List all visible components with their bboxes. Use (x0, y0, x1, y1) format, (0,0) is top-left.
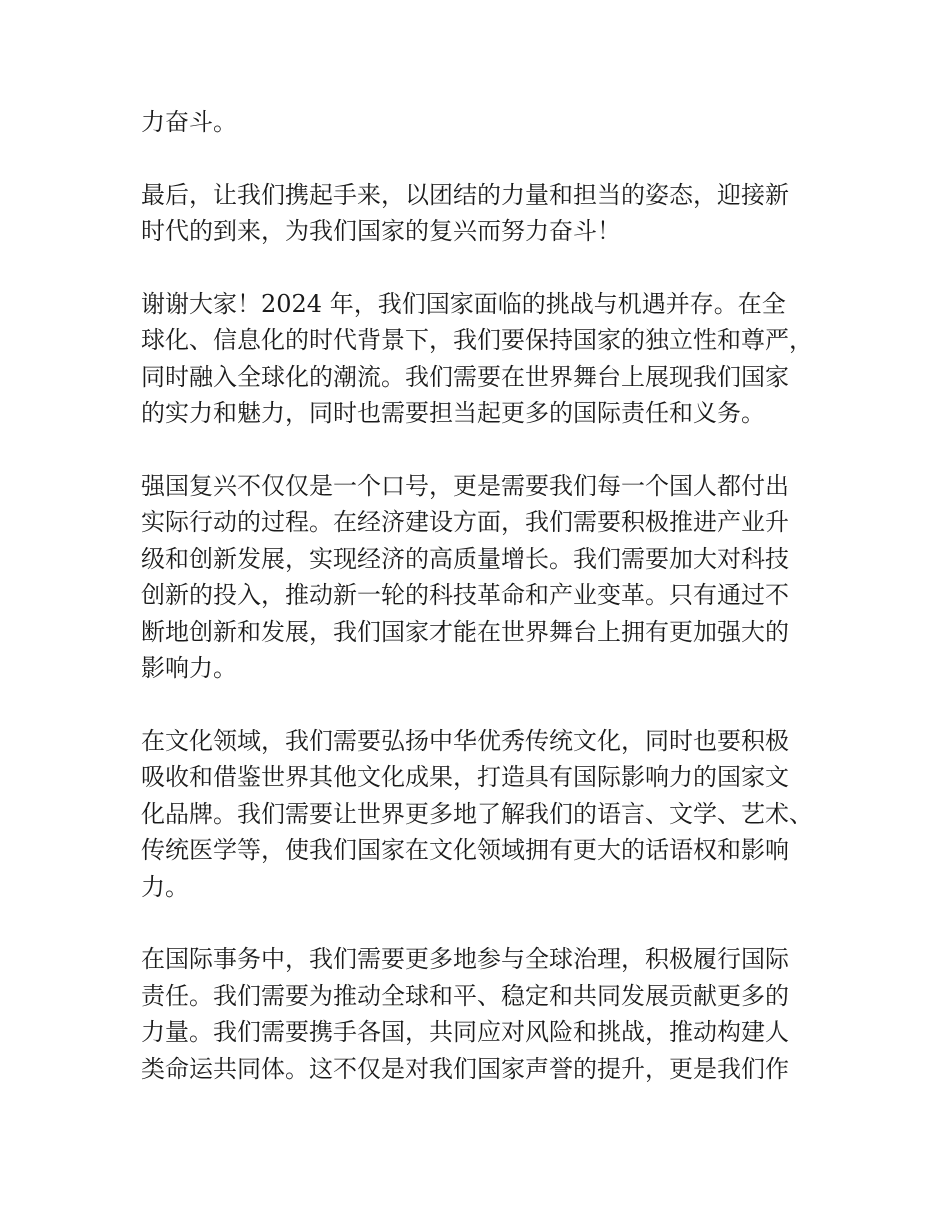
text-line: 力奋斗。 (141, 108, 237, 136)
paragraph-challenges (141, 286, 831, 432)
paragraph-economy (141, 468, 831, 687)
text-line: 级和创新发展，实现经济的高质量增长。我们需要加大对科技 (141, 544, 789, 573)
text-line: 类命运共同体。这不仅是对我们国家声誉的提升，更是我们作 (141, 1054, 789, 1083)
text-line: 化品牌。我们需要让世界更多地了解我们的语言、文学、艺术、 (141, 799, 813, 828)
text-line: 创新的投入，推动新一轮的科技革命和产业变革。只有通过不 (141, 581, 789, 609)
text-line: 责任。我们需要为推动全球和平、稳定和共同发展贡献更多的 (141, 981, 789, 1010)
text-line: 球化、信息化的时代背景下，我们要保持国家的独立性和尊严， (141, 326, 813, 354)
text-line: 的实力和魅力，同时也需要担当起更多的国际责任和义务。 (141, 399, 765, 427)
text-line: 力量。我们需要携手各国，共同应对风险和挑战，推动构建人 (141, 1018, 789, 1046)
paragraph-international (141, 941, 831, 1087)
text-line: 实际行动的过程。在经济建设方面，我们需要积极推进产业升 (141, 508, 789, 536)
text-line: 谢谢大家！2024 年，我们国家面临的挑战与机遇并存。在全 (141, 289, 786, 318)
text-line: 力。 (141, 872, 189, 901)
text-line: 最后，让我们携起手来，以团结的力量和担当的姿态，迎接新 (141, 180, 789, 209)
text-line: 在文化领域，我们需要弘扬中华优秀传统文化，同时也要积极 (141, 726, 789, 755)
text-line: 影响力。 (141, 654, 237, 682)
document-body (141, 104, 831, 1123)
paragraph-continuation (141, 104, 831, 141)
paragraph-closing (141, 177, 831, 250)
text-line: 断地创新和发展，我们国家才能在世界舞台上拥有更加强大的 (141, 617, 789, 646)
paragraph-culture (141, 723, 831, 906)
text-line: 在国际事务中，我们需要更多地参与全球治理，积极履行国际 (141, 945, 789, 973)
text-line: 同时融入全球化的潮流。我们需要在世界舞台上展现我们国家 (141, 362, 789, 391)
text-line: 吸收和借鉴世界其他文化成果，打造具有国际影响力的国家文 (141, 763, 789, 791)
text-line: 强国复兴不仅仅是一个口号，更是需要我们每一个国人都付出 (141, 471, 789, 500)
text-line: 传统医学等，使我们国家在文化领域拥有更大的话语权和影响 (141, 836, 789, 864)
text-line: 时代的到来，为我们国家的复兴而努力奋斗！ (141, 217, 621, 245)
